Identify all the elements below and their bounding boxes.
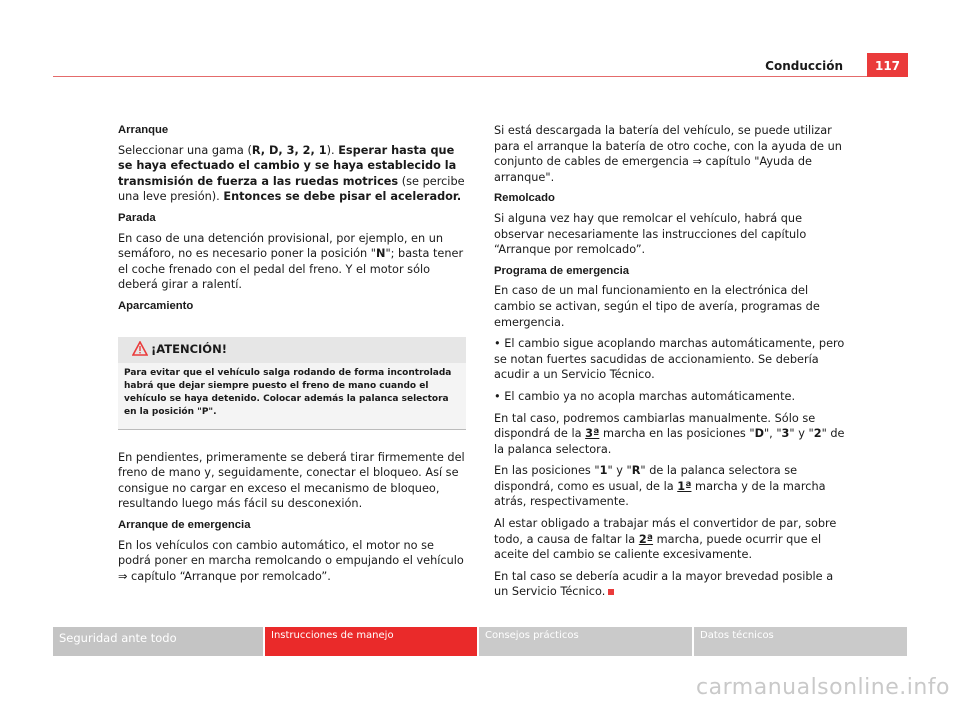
paragraph-arranque-emergencia: En los vehículos con cambio automático, el motor no se podrá poner en marcha remolcando o empujando el vehículo ⇒ capítulo “Arranque por remolcado”. xyxy=(118,538,464,583)
paragraph-programa-2: • El cambio sigue acoplando marchas automáticamente, pero se notan fuertes sacudidas de accionamiento. Se debería acudir a un Servicio Técnico. xyxy=(494,337,845,382)
text: marcha, puede ocurrir que el aceite del cambio se caliente excesivamente. xyxy=(494,532,822,562)
warning-title: ¡ATENCIÓN! xyxy=(151,341,227,356)
text: En tal caso se debería acudir a la mayor brevedad posible a un Servicio Técnico. xyxy=(494,569,834,599)
page-number: 117 xyxy=(867,53,908,77)
text: Al estar obligado a trabajar más el convertidor de par, sobre todo, a causa de faltar la xyxy=(494,517,837,546)
gear-ordinal: 1ª xyxy=(677,479,692,493)
text: En tal caso, podremos cambiarlas manualmente. Sólo se dispondrá de la xyxy=(494,411,816,441)
gear-ordinal: 2ª xyxy=(638,532,654,546)
text: (se percibe una leve presión). xyxy=(118,174,465,204)
paragraph-programa-5 xyxy=(494,463,846,510)
end-of-section-icon xyxy=(608,589,614,595)
position-2: 2 xyxy=(813,427,822,441)
heading-arranque: Arranque xyxy=(118,124,169,136)
paragraph-programa-1: En caso de un mal funcionamiento en la electrónica del cambio se activan, según el tipo de avería, programas de emergencia. xyxy=(494,284,820,329)
text: En las posiciones " xyxy=(494,464,600,478)
footer-nav xyxy=(53,627,909,656)
paragraph-parada xyxy=(118,231,470,293)
paragraph-arranque xyxy=(118,143,470,205)
position-d: D xyxy=(754,427,764,441)
text: " de la palanca selectora se dispondrá, como es usual, de la xyxy=(494,464,798,493)
tab-instrucciones[interactable]: Instrucciones de manejo xyxy=(265,627,477,656)
text: " de la palanca selectora. xyxy=(494,427,845,456)
heading-parada: Parada xyxy=(118,211,156,224)
text: marcha en las posiciones " xyxy=(599,427,755,441)
bold-instruction: Entonces se debe pisar el acelerador. xyxy=(223,190,462,204)
heading-remolcado: Remolcado xyxy=(494,192,555,205)
paragraph-programa-7 xyxy=(494,569,846,600)
text: ", " xyxy=(763,427,782,441)
warning-triangle-icon xyxy=(132,341,148,361)
position-1: 1 xyxy=(599,464,608,478)
paragraph-remolcado: Si alguna vez hay que remolcar el vehículo, habrá que observar necesariamente las instrucciones del capítulo “Arranque por remolcado”. xyxy=(494,211,807,257)
paragraph-programa-6 xyxy=(494,516,846,563)
tab-consejos[interactable]: Consejos prácticos xyxy=(479,627,692,656)
text: ). xyxy=(326,143,339,157)
text: " y " xyxy=(789,427,814,441)
bold-instruction: Esperar hasta que se haya efectuado el cambio y se haya establecido la transmisión de fuerza a las ruedas motrices xyxy=(118,143,457,188)
text: " y " xyxy=(607,464,632,478)
text: "; basta tener el coche frenado con el pedal del freno. Y el motor sólo deberá girar a ralentí. xyxy=(118,247,464,292)
tab-datos[interactable]: Datos técnicos xyxy=(694,627,907,656)
tab-seguridad[interactable]: Seguridad ante todo xyxy=(53,627,263,656)
left-column xyxy=(118,123,470,590)
text: Seleccionar una gama ( xyxy=(118,143,252,157)
heading-aparcamiento: Aparcamiento xyxy=(118,299,194,312)
warning-box xyxy=(118,337,466,430)
gear-ordinal: 3ª xyxy=(585,427,600,441)
warning-text: Para evitar que el vehículo salga rodando de forma incontrolada habrá que dejar siempre puesto el freno de mano cuando el vehículo se haya detenido. Colocar además la palanca selectora en la posición "P". xyxy=(118,363,466,429)
warning-header xyxy=(118,337,466,363)
paragraph-programa-4 xyxy=(494,411,846,458)
section-title: Conducción xyxy=(765,59,843,73)
gear-list: R, D, 3, 2, 1 xyxy=(251,143,327,157)
watermark: carmanualsonline.info xyxy=(696,675,950,700)
paragraph-bateria: Si está descargada la batería del vehículo, se puede utilizar para el arranque la batería de otro coche, con la ayuda de un conjunto de cables de emergencia ⇒ capítulo "Ayuda de arranque". xyxy=(494,124,842,184)
position-r: R xyxy=(631,464,641,478)
text: marcha y de la marcha atrás, respectivamente. xyxy=(494,479,826,509)
paragraph-programa-3: • El cambio ya no acopla marchas automáticamente. xyxy=(494,389,796,403)
header-rule xyxy=(53,76,908,77)
paragraph-pendientes: En pendientes, primeramente se deberá tirar firmemente del freno de mano y, seguidamente, conectar el bloqueo. Así se consigue no cargar en exceso el mecanismo de bloqueo, resultando luego más fácil su desconexión. xyxy=(118,450,465,511)
heading-arranque-emergencia: Arranque de emergencia xyxy=(118,518,251,531)
text: En caso de una detención provisional, por ejemplo, en un semáforo, no es necesario poner la posición " xyxy=(118,231,444,261)
position-n: N xyxy=(376,247,386,261)
right-column xyxy=(494,123,846,606)
position-3: 3 xyxy=(781,427,790,441)
heading-programa-emergencia: Programa de emergencia xyxy=(494,264,629,277)
